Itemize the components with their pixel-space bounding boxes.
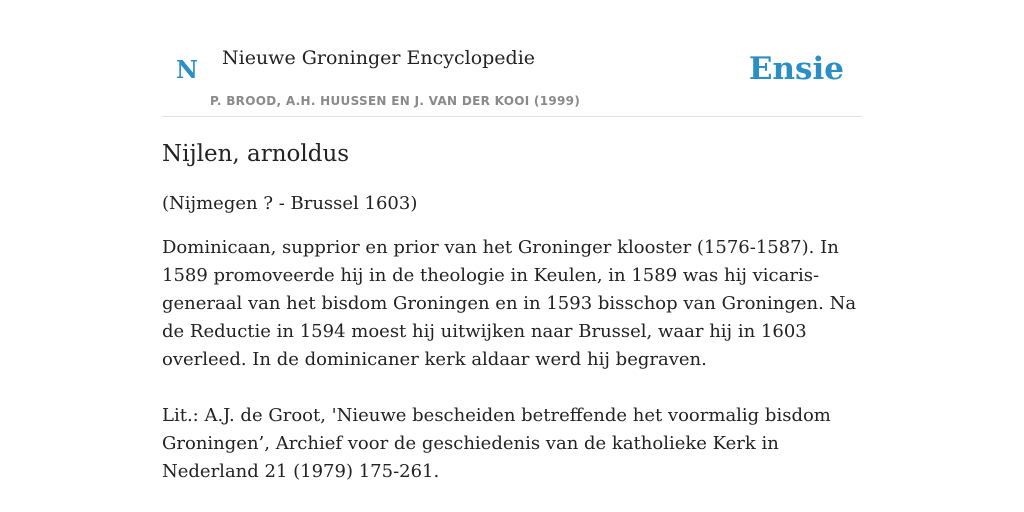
article-content bbox=[162, 138, 862, 486]
encyclopedia-title[interactable]: Nieuwe Groninger Encyclopedie bbox=[222, 47, 536, 69]
article-headword: Nijlen, arnoldus bbox=[162, 141, 350, 167]
encyclopedia-authors: P. BROOD, A.H. HUUSSEN EN J. VAN DER KOOI (1999) bbox=[210, 94, 581, 108]
encyclopedia-header bbox=[162, 0, 862, 117]
encyclopedia-logo[interactable]: N bbox=[176, 55, 198, 84]
ensie-brand-logo[interactable]: Ensie bbox=[748, 51, 844, 87]
article-body: Dominicaan, supprior en prior van het Groninger klooster (1576-1587). In 1589 promoveerde hij in de theologie in Keulen, in 1589 was hij vicaris-generaal van het bisdom Groningen en in 1593 bisschop van Groningen. Na de Reductie in 1594 moest hij uitwijken naar Brussel, waar hij in 1603 overleed. In de dominicaner kerk aldaar werd hij begraven. bbox=[162, 237, 857, 370]
article-lifespan: (Nijmegen ? - Brussel 1603) bbox=[162, 193, 418, 214]
article-literature: Lit.: A.J. de Groot, 'Nieuwe bescheiden betreffende het voormalig bisdom Groningen’, Archief voor de geschiedenis van de katholieke Kerk in Nederland 21 (1979) 175-261. bbox=[162, 405, 831, 482]
